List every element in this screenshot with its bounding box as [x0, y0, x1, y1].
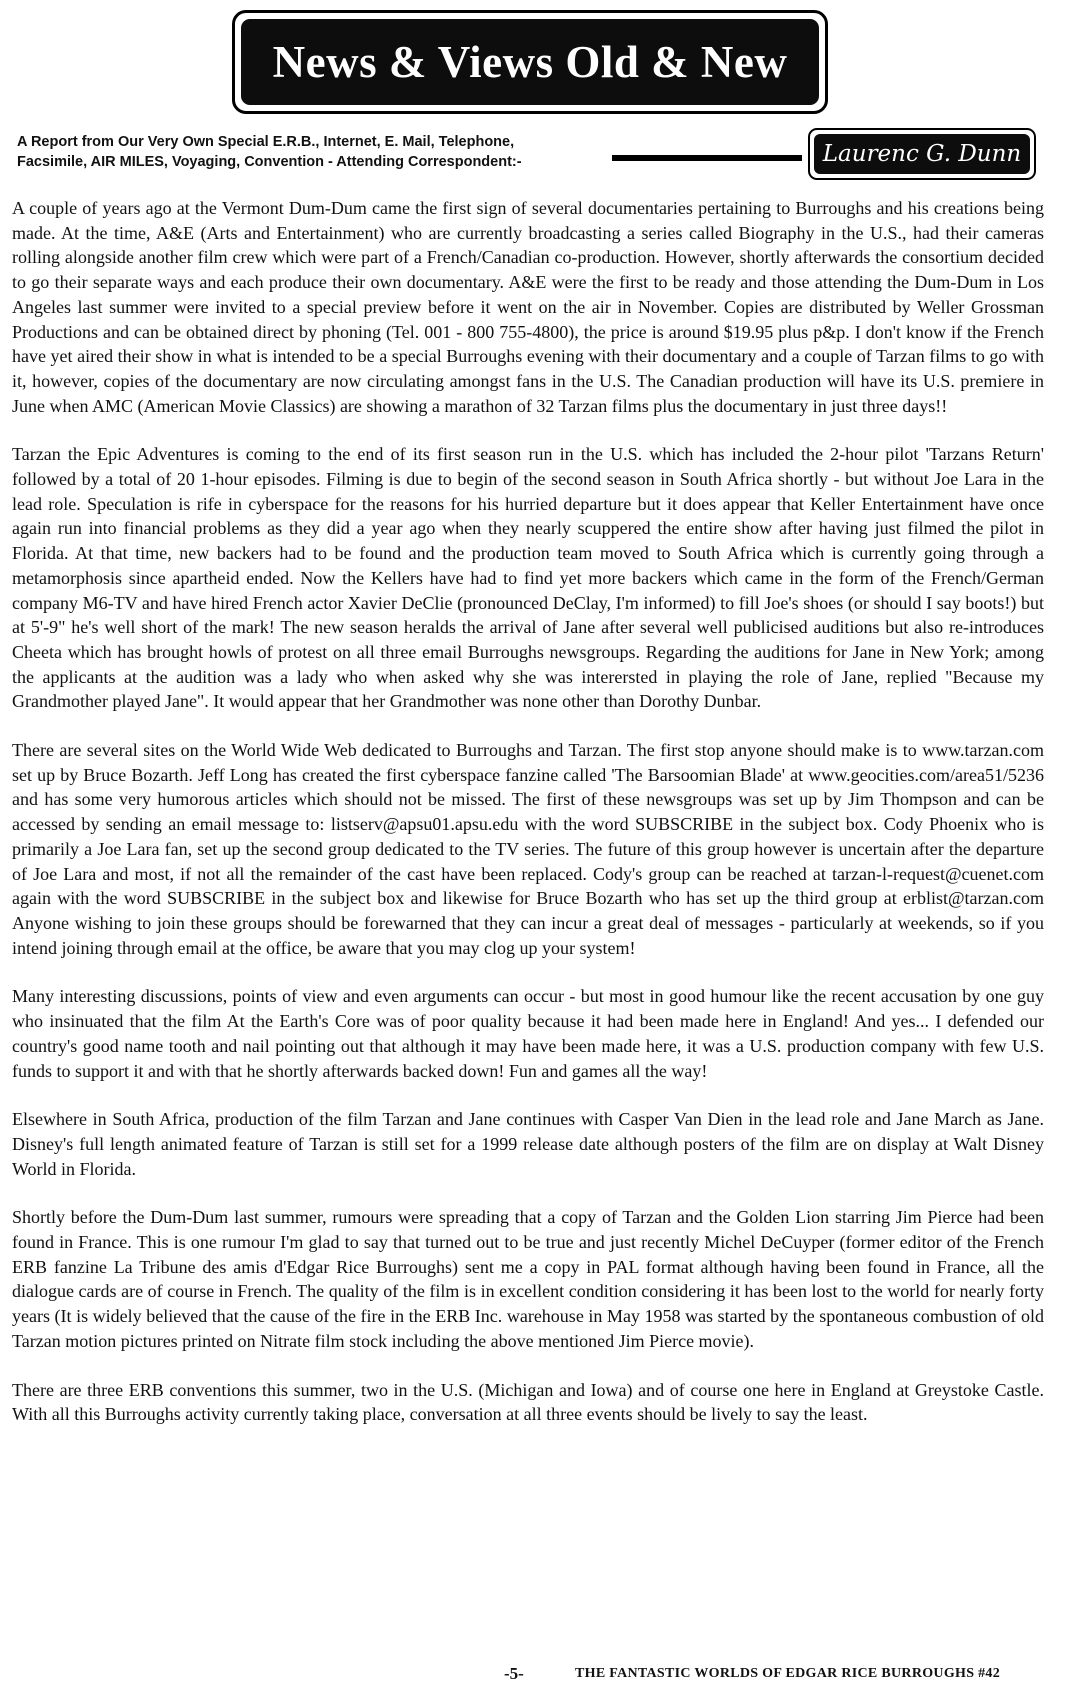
author-name: Laurenc G. Dunn — [822, 141, 1022, 167]
paragraph-6: Shortly before the Dum-Dum last summer, rumours were spreading that a copy of Tarzan and the Golden Lion starring Jim Pierce had been found in France. This is one rumour I'm glad to say that turned out to be true and just recently Michel DeCuyper (former editor of the French ERB fanzine La Tribune des amis d'Edgar Rice Burroughs) sent me a copy in PAL format although having been found in France, all the dialogue cards are of course in French. The quality of the film is in excellent condition considering it has been lost to the world for nearly forty years (It is widely believed that the cause of the fire in the ERB Inc. warehouse in May 1958 was started by the spontaneous combustion of old Tarzan motion pictures printed on Nitrate film stock including the above mentioned Jim Pierce movie). — [12, 1207, 1044, 1351]
title-banner-inner — [241, 19, 819, 105]
paragraph-1: A couple of years ago at the Vermont Dum-Dum came the first sign of several documentaries pertaining to Burroughs and his creations being made. At the time, A&E (Arts and Entertainment) who are currently broadcasting a series called Biography in the U.S., had their cameras rolling alongside another film crew which were part of a French/Canadian co-production. However, shortly afterwards the consortium decided to go their separate ways and each produce their own documentary. A&E were the first to be ready and those attending the Dum-Dum in Los Angeles last summer were invited to a special preview before it went on the air in November. Copies are distributed by Weller Grossman Productions and can be obtained direct by phoning (Tel. 001 - 800 755-4800), the price is around $19.95 plus p&p. I don't know if the French have yet aired their show in what is intended to be a special Burroughs evening with their documentary and a couple of Tarzan films to go with it, however, copies of the documentary are now circulating amongst fans in the U.S. The Canadian production will have its U.S. premiere in June when AMC (American Movie Classics) are showing a marathon of 32 Tarzan films plus the documentary in just three days!! — [12, 198, 1044, 416]
byline-line-2: Facsimile, AIR MILES, Voyaging, Convention - Attending Correspondent:- — [17, 154, 522, 170]
byline-rule — [612, 155, 802, 161]
title-banner — [232, 10, 828, 114]
publication-title: THE FANTASTIC WORLDS OF EDGAR RICE BURROUGHS #42 — [575, 1666, 1000, 1681]
article-body — [12, 196, 1044, 1451]
author-badge — [808, 128, 1036, 180]
paragraph-2: Tarzan the Epic Adventures is coming to the end of its first season run in the U.S. which has included the 2-hour pilot 'Tarzans Return' followed by a total of 20 1-hour episodes. Filming is due to begin of the second season in South Africa shortly - but without Joe Lara in the lead role. Speculation is rife in cyberspace for the reasons for his hurried departure but it does appear that Keller Entertainment have once again run into financial problems as they did a year ago when they nearly scuppered the entire show after having just filmed the pilot in Florida. At that time, new backers had to be found and the production team moved to South Africa which is currently going through a metamorphosis since apartheid ended. Now the Kellers have had to find yet more backers which came in the form of the French/German company M6-TV and have hired French actor Xavier DeClie (pronounced DeClay, I'm informed) to fill Joe's shoes (or should I say boots!) but at 5'-9" he's well short of the mark! The new season heralds the arrival of Jane after several well publicised auditions but also re-introduces Cheeta which has brought howls of protest on all three email Burroughs newsgroups. Regarding the auditions for Jane in New York; among the applicants at the audition was a lady who when asked why she was interersted in playing the role of Jane, replied "Because my Grandmother played Jane". It would appear that her Grandmother was none other than Dorothy Dunbar. — [12, 444, 1044, 712]
page-number: -5- — [504, 1664, 524, 1683]
byline — [17, 132, 617, 172]
paragraph-5: Elsewhere in South Africa, production of the film Tarzan and Jane continues with Casper Van Dien in the lead role and Jane March as Jane. Disney's full length animated feature of Tarzan is still set for a 1999 release date although posters of the film are on display at Walt Disney World in Florida. — [12, 1109, 1044, 1179]
page-footer — [0, 1664, 1080, 1690]
paragraph-7: There are three ERB conventions this summer, two in the U.S. (Michigan and Iowa) and of course one here in England at Greystoke Castle. With all this Burroughs activity currently taking place, conversation at all three events should be lively to say the least. — [12, 1379, 1044, 1425]
page-title: News & Views Old & New — [272, 37, 788, 87]
paragraph-4: Many interesting discussions, points of view and even arguments can occur - but most in good humour like the recent accusation by one guy who insinuated that the film At the Earth's Core was of poor quality because it had been made here in England! And yes... I defended our country's good name tooth and nail pointing out that although it may have been made here, it was a U.S. production company with few U.S. funds to support it and with that he shortly afterwards backed down! Fun and games all the way! — [12, 986, 1044, 1081]
author-badge-inner — [814, 134, 1030, 174]
paragraph-3: There are several sites on the World Wide Web dedicated to Burroughs and Tarzan. The first stop anyone should make is to www.tarzan.com set up by Bruce Bozarth. Jeff Long has created the first cyberspace fanzine called 'The Barsoomian Blade' at www.geocities.com/area51/5236 and has some very humorous articles which should not be missed. The first of these newsgroups was set up by Jim Thompson and can be accessed by sending an email message to: listserv@apsu01.apsu.edu with the word SUBSCRIBE in the subject box. Cody Phoenix who is primarily a Joe Lara fan, set up the second group dedicated to the TV series. The future of this group however is uncertain after the departure of Joe Lara and most, if not all the remainder of the cast have been replaced. Cody's group can be reached at tarzan-l-request@cuenet.com again with the word SUBSCRIBE in the subject box and likewise for Bruce Bozarth who has set up the third group at erblist@tarzan.com Anyone wishing to join these groups should be forewarned that they can incur a great deal of messages - particularly at weekends, so if you intend joining through email at the office, be aware that you may clog up your system! — [12, 740, 1044, 958]
byline-line-1: A Report from Our Very Own Special E.R.B., Internet, E. Mail, Telephone, — [17, 134, 515, 150]
